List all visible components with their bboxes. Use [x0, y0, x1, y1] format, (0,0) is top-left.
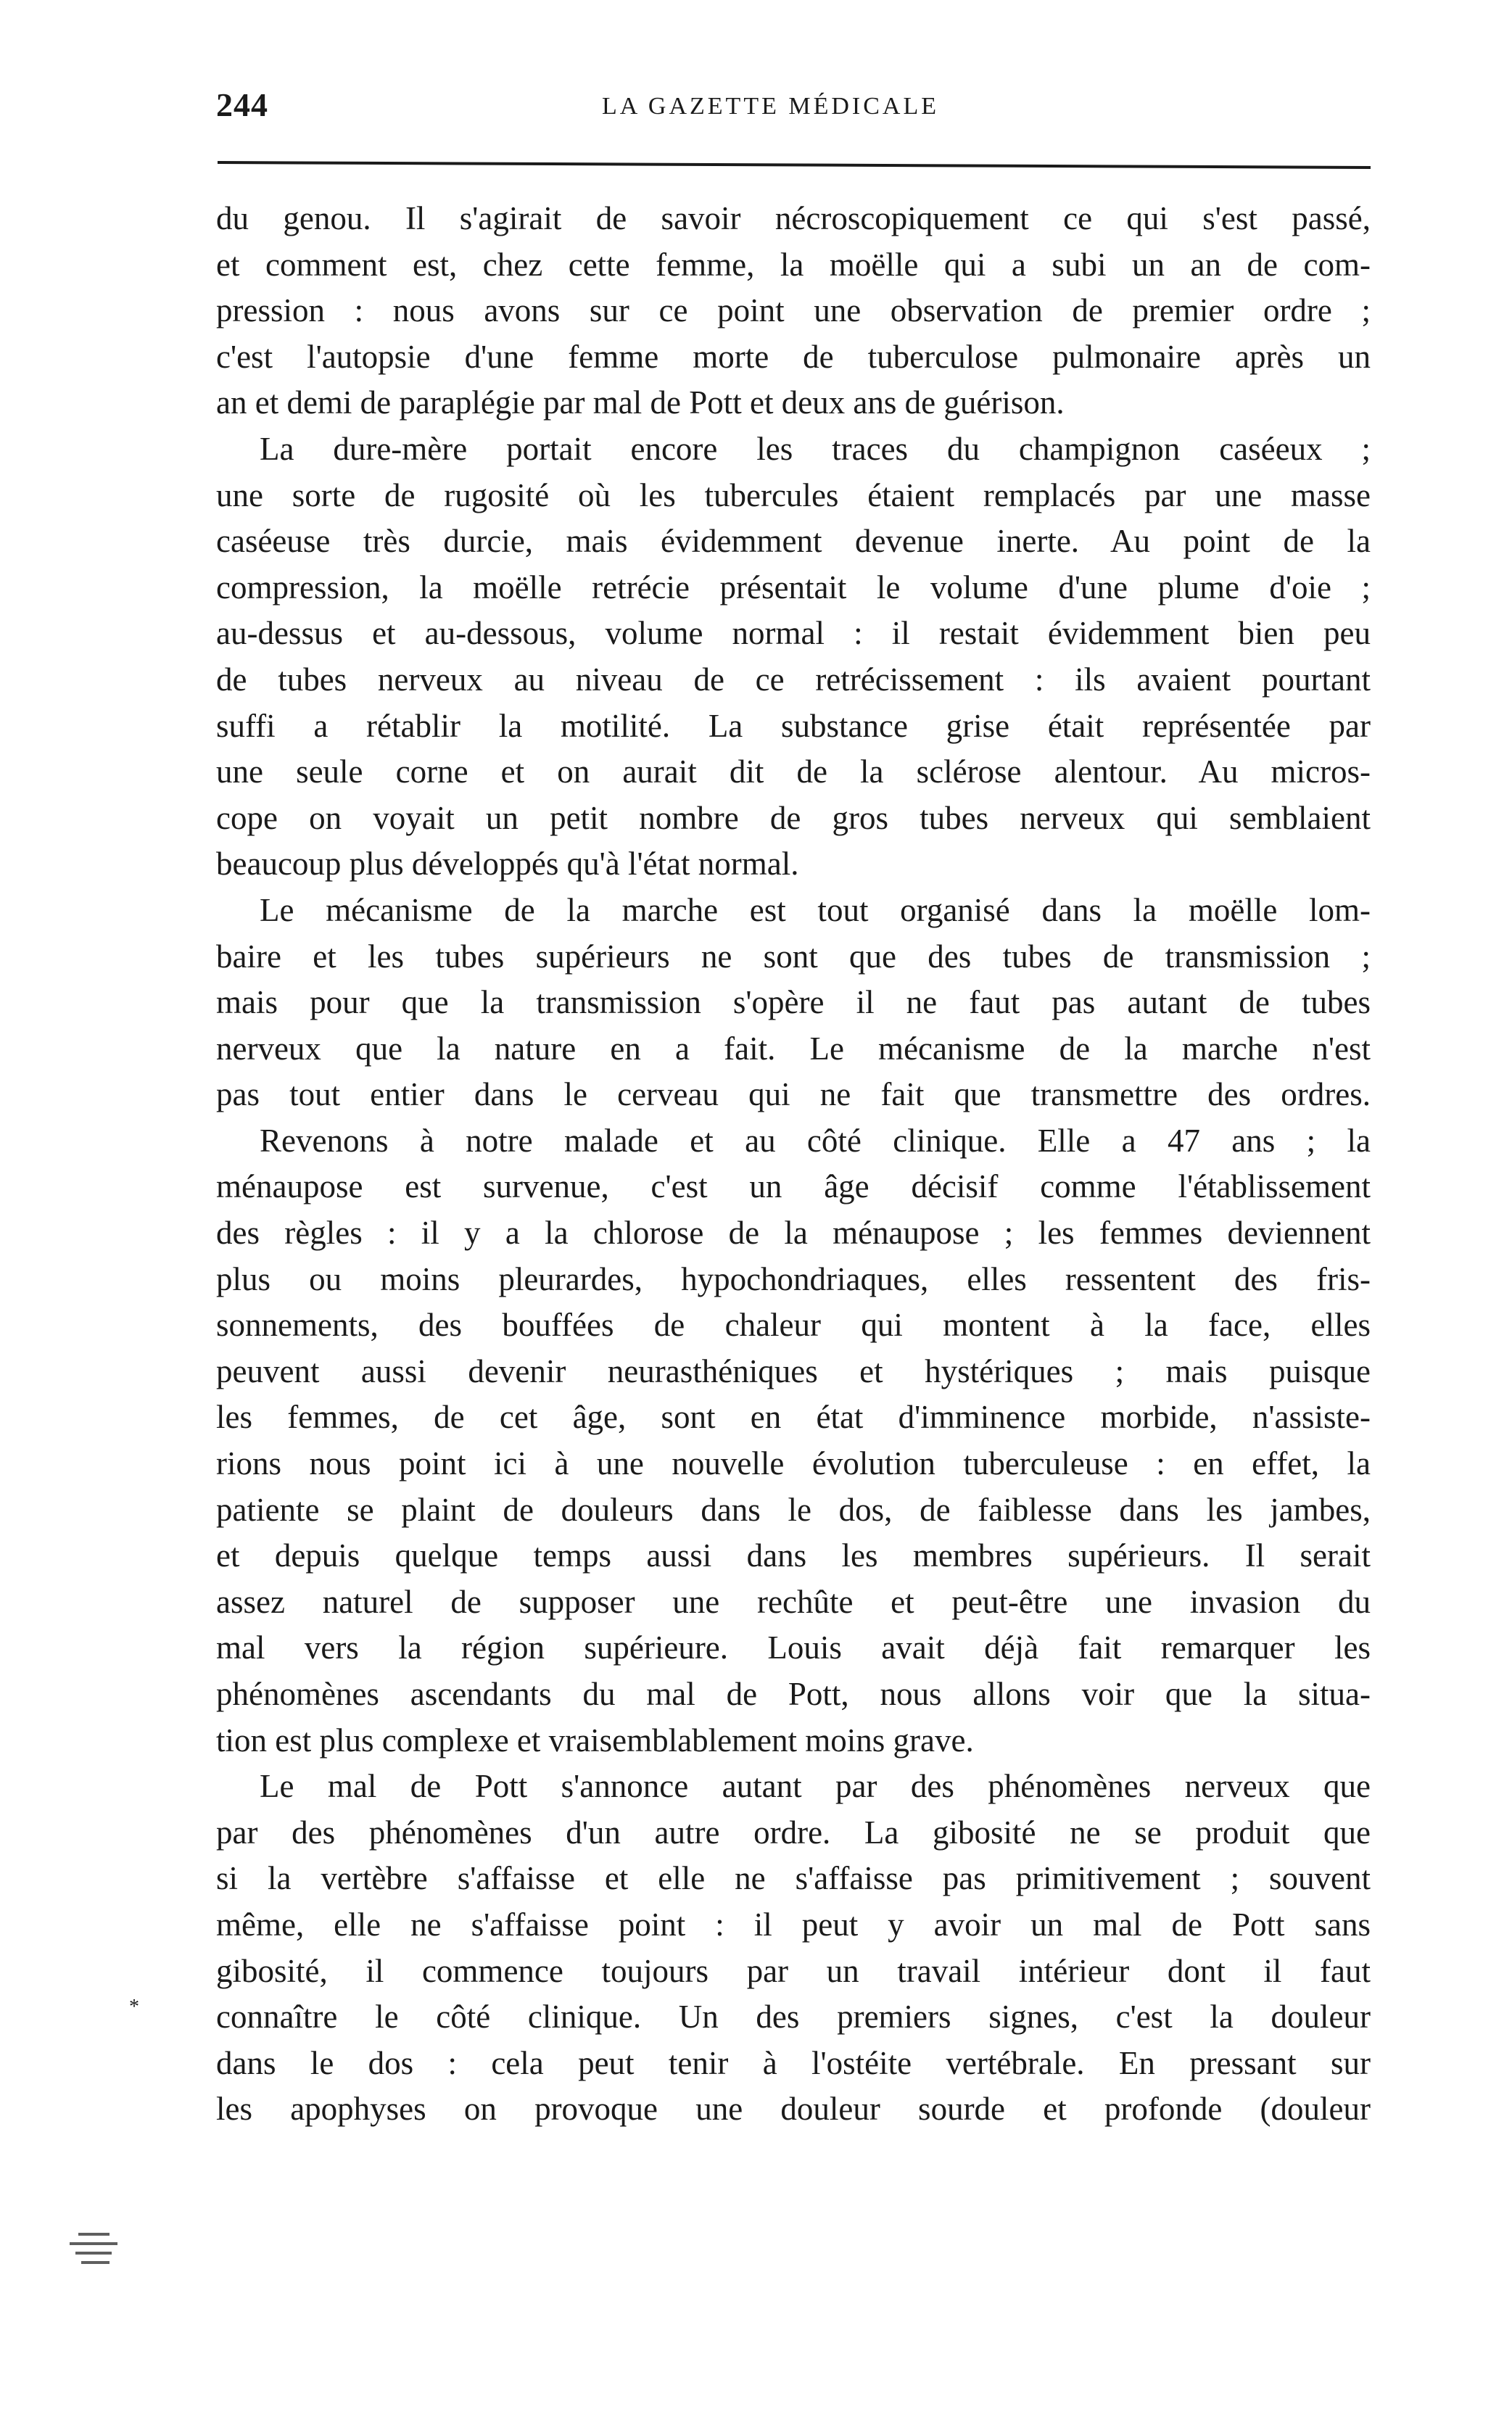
text-line: connaître le côté clinique. Un des premiers signes, c'est la douleur [216, 1999, 1371, 2036]
printer-ornament-icon [70, 2226, 126, 2277]
text-line: par des phénomènes d'un autre ordre. La gibosité ne se produit que [216, 1814, 1371, 1851]
text-line: sonnements, des bouffées de chaleur qui montent à la face, elles [216, 1307, 1371, 1344]
text-line: Le mal de Pott s'annonce autant par des phénomènes nerveux que [260, 1768, 1371, 1805]
text-line: patiente se plaint de douleurs dans le dos, de faiblesse dans les jambes, [216, 1491, 1371, 1528]
margin-asterisk: * [129, 1996, 139, 2018]
text-line: Revenons à notre malade et au côté clinique. Elle a 47 ans ; la [260, 1122, 1371, 1159]
text-line: phénomènes ascendants du mal de Pott, nous allons voir que la situa- [216, 1676, 1371, 1712]
text-line: gibosité, il commence toujours par un travail intérieur dont il faut [216, 1952, 1371, 1989]
text-line: une sorte de rugosité où les tubercules étaient remplacés par une masse [216, 476, 1371, 513]
text-line: pas tout entier dans le cerveau qui ne fait que transmettre des ordres. [216, 1076, 1371, 1113]
text-line: Le mécanisme de la marche est tout organisé dans la moëlle lom- [260, 891, 1371, 928]
text-line: du genou. Il s'agirait de savoir nécroscopiquement ce qui s'est passé, [216, 200, 1371, 236]
text-line: et depuis quelque temps aussi dans les membres supérieurs. Il serait [216, 1537, 1371, 1574]
text-line: beaucoup plus développés qu'à l'état normal. [216, 846, 799, 883]
text-line: c'est l'autopsie d'une femme morte de tuberculose pulmonaire après un [216, 338, 1371, 375]
text-line: rions nous point ici à une nouvelle évolution tuberculeuse : en effet, la [216, 1445, 1371, 1482]
text-line: La dure-mère portait encore les traces du champignon caséeux ; [260, 430, 1371, 467]
text-line: an et demi de paraplégie par mal de Pott et deux ans de guérison. [216, 384, 1065, 421]
text-line: de tubes nerveux au niveau de ce retrécissement : ils avaient pourtant [216, 661, 1371, 698]
text-line: compression, la moëlle retrécie présentait le volume d'une plume d'oie ; [216, 569, 1371, 606]
text-line: les femmes, de cet âge, sont en état d'imminence morbide, n'assiste- [216, 1399, 1371, 1436]
text-line: cope on voyait un petit nombre de gros tubes nerveux qui semblaient [216, 799, 1371, 836]
text-line: baire et les tubes supérieurs ne sont que des tubes de transmission ; [216, 938, 1371, 975]
header-rule [218, 161, 1371, 169]
text-line: assez naturel de supposer une rechûte et peut-être une invasion du [216, 1583, 1371, 1620]
text-line: dans le dos : cela peut tenir à l'ostéite vertébrale. En pressant sur [216, 2044, 1371, 2081]
text-line: caséeuse très durcie, mais évidemment devenue inerte. Au point de la [216, 523, 1371, 560]
text-line: mal vers la région supérieure. Louis avait déjà fait remarquer les [216, 1629, 1371, 1666]
text-line: une seule corne et on aurait dit de la sclérose alentour. Au micros- [216, 753, 1371, 790]
text-line: plus ou moins pleurardes, hypochondriaques, elles ressentent des fris- [216, 1260, 1371, 1297]
text-line: les apophyses on provoque une douleur sourde et profonde (douleur [216, 2091, 1371, 2128]
text-line: peuvent aussi devenir neurasthéniques et hystériques ; mais puisque [216, 1352, 1371, 1389]
body-text [216, 196, 1371, 2133]
page-number: 244 [216, 86, 268, 123]
text-line: mais pour que la transmission s'opère il ne faut pas autant de tubes [216, 984, 1371, 1021]
text-line: et comment est, chez cette femme, la moëlle qui a subi un an de com- [216, 246, 1371, 283]
text-line: même, elle ne s'affaisse point : il peut y avoir un mal de Pott sans [216, 1906, 1371, 1943]
running-title: LA GAZETTE MÉDICALE [601, 93, 940, 120]
text-line: si la vertèbre s'affaisse et elle ne s'affaisse pas primitivement ; souvent [216, 1860, 1371, 1897]
text-line: tion est plus complexe et vraisemblablement moins grave. [216, 1722, 974, 1759]
text-line: suffi a rétablir la motilité. La substance grise était représentée par [216, 707, 1371, 744]
text-line: au-dessus et au-dessous, volume normal : il restait évidemment bien peu [216, 615, 1371, 652]
text-line: des règles : il y a la chlorose de la ménaupose ; les femmes deviennent [216, 1215, 1371, 1252]
text-line: ménaupose est survenue, c'est un âge décisif comme l'établissement [216, 1168, 1371, 1205]
text-line: nerveux que la nature en a fait. Le mécanisme de la marche n'est [216, 1030, 1371, 1067]
text-line: pression : nous avons sur ce point une observation de premier ordre ; [216, 292, 1371, 329]
